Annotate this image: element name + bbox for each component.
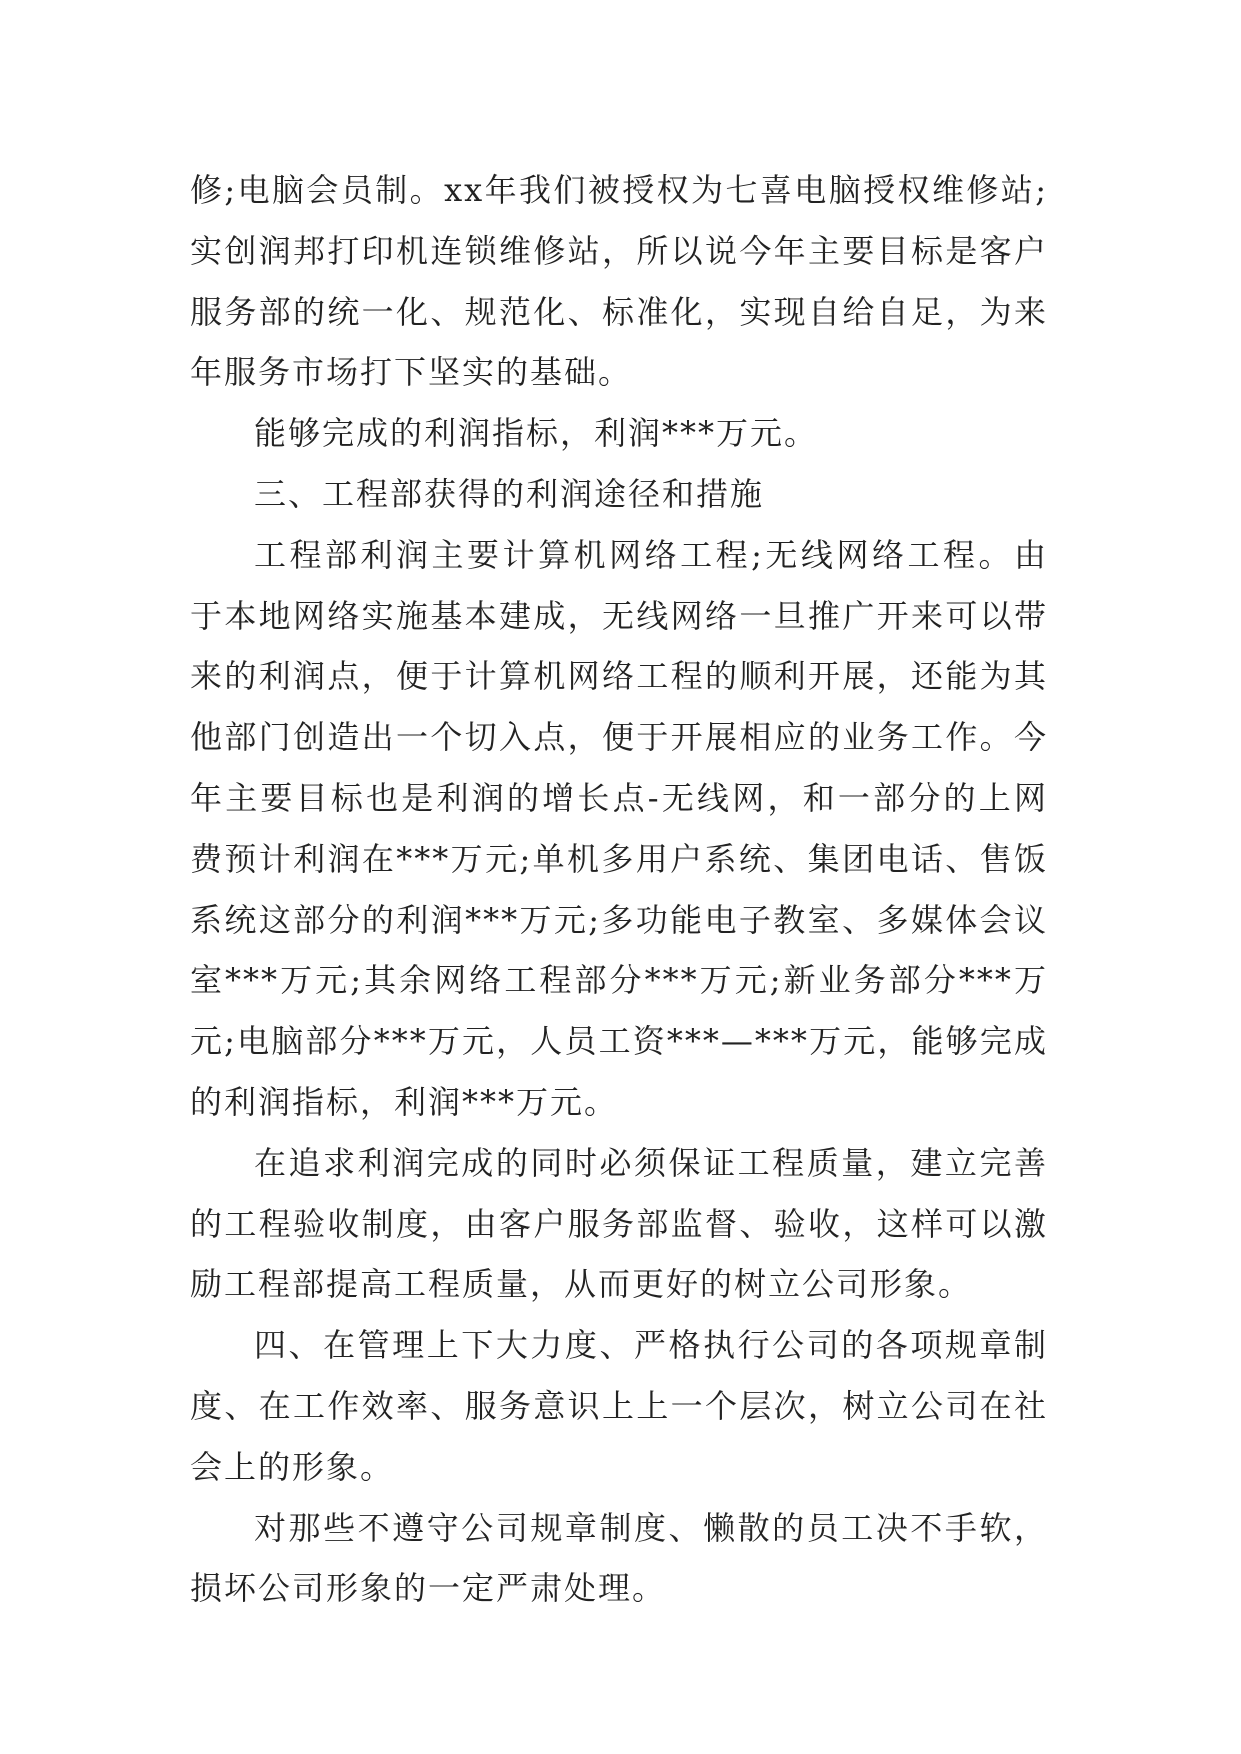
section-heading-engineering-profit: 三、工程部获得的利润途径和措施 [254, 474, 765, 513]
paragraph-discipline: 对那些不遵守公司规章制度、懒散的员工决不手软，损坏公司形象的一定严肃处理。 [190, 1508, 1048, 1608]
section-heading-management: 四、在管理上下大力度、严格执行公司的各项规章制度、在工作效率、服务意识上上一个层次，树立公司在社会上的形象。 [190, 1326, 1048, 1486]
document-body [190, 160, 1048, 1619]
paragraph-continued-intro: 修;电脑会员制。xx年我们被授权为七喜电脑授权维修站;实创润邦打印机连锁维修站，所以说今年主要目标是客户服务部的统一化、规范化、标准化，实现自给自足，为来年服务市场打下坚实的基础。 [190, 171, 1048, 392]
paragraph-engineering-quality: 在追求利润完成的同时必须保证工程质量，建立完善的工程验收制度，由客户服务部监督、验收，这样可以激励工程部提高工程质量，从而更好的树立公司形象。 [190, 1143, 1048, 1304]
paragraph-engineering-profit-details: 工程部利润主要计算机网络工程;无线网络工程。由于本地网络实施基本建成，无线网络一旦推广开来可以带来的利润点，便于计算机网络工程的顺利开展，还能为其他部门创造出一个切入点，便于开展相应的业务工作。今年主要目标也是利润的增长点-无线网，和一部分的上网费预计利润在***万元;单机多用户系统、集团电话、售饭系统这部分的利润***万元;多功能电子教室、多媒体会议室***万元;其余网络工程部分***万元;新业务部分***万元;电脑部分***万元，人员工资***—***万元，能够完成的利润指标，利润***万元。 [190, 535, 1048, 1121]
paragraph-profit-target-service: 能够完成的利润指标，利润***万元。 [254, 414, 819, 453]
